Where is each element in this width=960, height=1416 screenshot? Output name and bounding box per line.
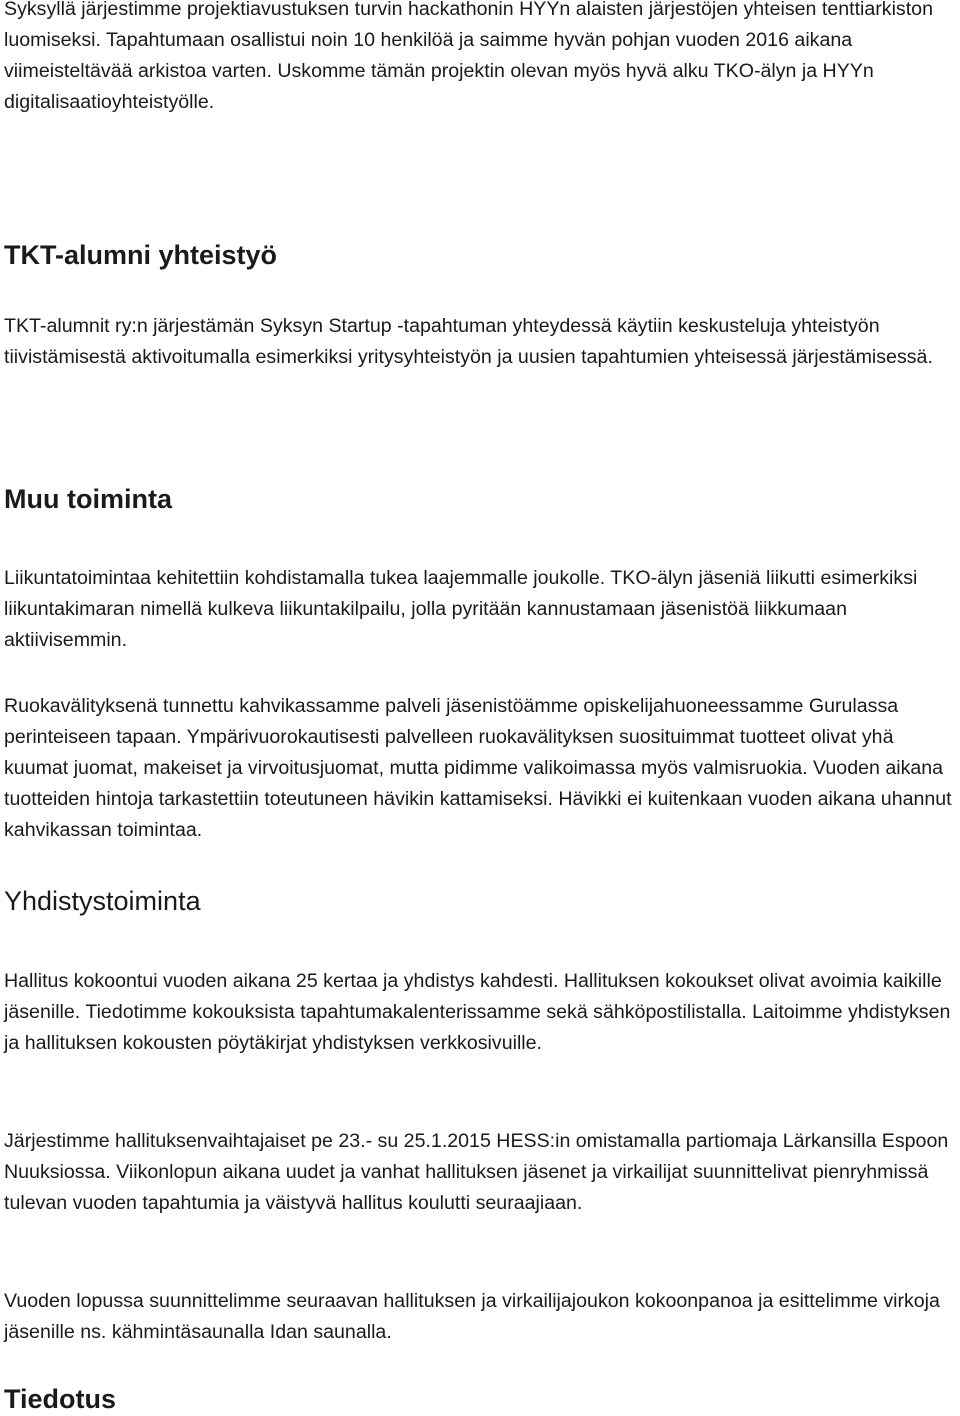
heading-yhdistystoiminta: Yhdistystoiminta: [4, 886, 201, 916]
tkt-alumni-paragraph: TKT-alumnit ry:n järjestämän Syksyn Startup -tapahtuman yhteydessä käytiin keskusteluja yhteistyön tiivistämisestä aktivoitumalla esimerkiksi yritysyhteistyön ja uusien tapahtumien yhteisessä järjestämisessä.: [4, 315, 933, 368]
hallitus-paragraph: Hallitus kokoontui vuoden aikana 25 kertaa ja yhdistys kahdesti. Hallituksen kokoukset olivat avoimia kaikille jäsenille. Tiedotimme kokouksista tapahtumakalenterissamme sekä sähköpostilistalla. Laitoimme yhdistyksen ja hallituksen kokousten pöytäkirjat yhdistyksen verkkosivuille.: [4, 970, 951, 1054]
liikunta-paragraph: Liikuntatoimintaa kehitettiin kohdistamalla tukea laajemmalle joukolle. TKO-älyn jäseniä liikutti esimerkiksi liikuntakimaran nimellä kulkeva liikuntakilpailu, jolla pyritään kannustamaan jäsenistöä liikkumaan aktiivisemmin.: [4, 567, 918, 651]
intro-paragraph: Syksyllä järjestimme projektiavustuksen turvin hackathonin HYYn alaisten järjestöjen yhteisen tenttiarkiston luomiseksi. Tapahtumaan osallistui noin 10 henkilöä ja saimme hyvän pohjan vuoden 2016 aikana viimeisteltävää arkistoa varten. Uskomme tämän projektin olevan myös hyvä alku TKO-älyn ja HYYn digitalisaatioyhteistyölle.: [4, 0, 933, 113]
heading-tkt-alumni: TKT-alumni yhteistyö: [4, 240, 278, 270]
hallituksenvaihtajaiset-paragraph: Järjestimme hallituksenvaihtajaiset pe 23.- su 25.1.2015 HESS:in omistamalla partiomaja Lärkansilla Espoon Nuuksiossa. Viikonlopun aikana uudet ja vanhat hallituksen jäsenet ja virkailijat suunnittelivat pienryhmissä tulevan vuoden tapahtumia ja väistyvä hallitus koulutti seuraajiaan.: [4, 1130, 949, 1214]
ruokavalitys-paragraph: Ruokavälityksenä tunnettu kahvikassamme palveli jäsenistöämme opiskelijahuoneessamme Gurulassa perinteiseen tapaan. Ympärivuorokautisesti palvelleen ruokavälityksen suosituimmat tuotteet olivat yhä kuumat juomat, makeiset ja virvoitusjuomat, mutta pidimme valikoimassa myös valmisruokia. Vuoden aikana tuotteiden hintoja tarkastettiin toteutuneen hävikin kattamiseksi. Hävikki ei kuitenkaan vuoden aikana uhannut kahvikassan toimintaa.: [4, 695, 952, 841]
heading-muu-toiminta: Muu toiminta: [4, 484, 172, 514]
heading-tiedotus: Tiedotus: [4, 1384, 117, 1414]
kahmintasauna-paragraph: Vuoden lopussa suunnittelimme seuraavan hallituksen ja virkailijajoukon kokoonpanoa ja esittelimme virkoja jäsenille ns. kähmintäsaunalla Idan saunalla.: [4, 1290, 940, 1343]
